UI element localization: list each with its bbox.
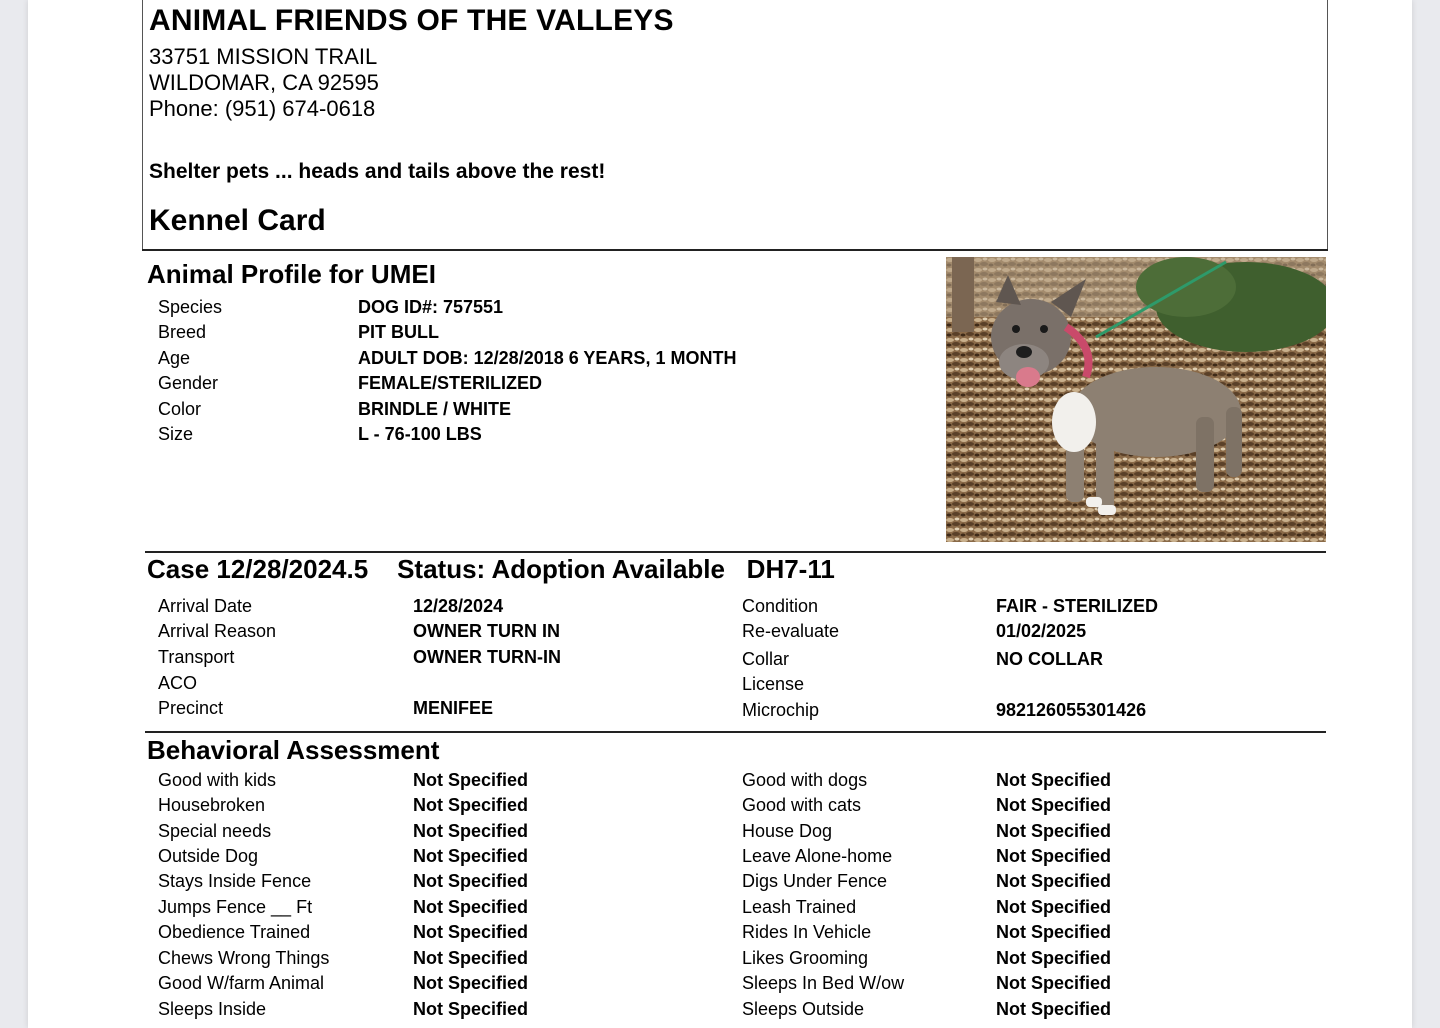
behavior-value: Not Specified <box>413 795 529 815</box>
behavior-value: Not Specified <box>413 999 529 1019</box>
behavior-label: Good W/farm Animal <box>158 973 325 993</box>
profile-value: BRINDLE / WHITE <box>358 399 511 419</box>
profile-label: Breed <box>158 322 207 342</box>
case-divider <box>145 731 1326 733</box>
behavior-value: Not Specified <box>413 821 529 841</box>
case-value: 982126055301426 <box>996 700 1147 720</box>
case-label: Collar <box>742 649 790 669</box>
slogan: Shelter pets ... heads and tails above the rest! <box>149 160 606 183</box>
behavior-label: Outside Dog <box>158 846 259 866</box>
behavior-value: Not Specified <box>413 871 529 891</box>
case-label: Precinct <box>158 698 224 718</box>
behavior-value: Not Specified <box>996 897 1112 917</box>
behavior-value: Not Specified <box>996 999 1112 1019</box>
case-value: MENIFEE <box>413 698 494 718</box>
profile-value: ADULT DOB: 12/28/2018 6 YEARS, 1 MONTH <box>358 348 737 368</box>
case-label: Arrival Reason <box>158 621 277 641</box>
profile-value: PIT BULL <box>358 322 439 342</box>
case-value: OWNER TURN IN <box>413 621 560 641</box>
kennel-card-page <box>28 0 1412 1028</box>
case-value: NO COLLAR <box>996 649 1103 669</box>
case-value: 12/28/2024 <box>413 596 504 616</box>
profile-value: DOG ID#: 757551 <box>358 297 504 317</box>
address-line-1: 33751 MISSION TRAIL <box>149 44 378 69</box>
behavior-label: Leave Alone-home <box>742 846 893 866</box>
address-line-2: WILDOMAR, CA 92595 <box>149 70 379 95</box>
behavior-value: Not Specified <box>996 973 1112 993</box>
dog-photo <box>946 257 1326 542</box>
behavior-value: Not Specified <box>413 948 529 968</box>
behavior-label: Leash Trained <box>742 897 857 917</box>
case-label: Microchip <box>742 700 820 720</box>
profile-label: Color <box>158 399 202 419</box>
behavior-value: Not Specified <box>996 871 1112 891</box>
behavior-label: Good with kids <box>158 770 277 790</box>
behavior-value: Not Specified <box>413 973 529 993</box>
behavior-value: Not Specified <box>413 922 529 942</box>
behavior-label: Good with dogs <box>742 770 868 790</box>
behavior-label: Digs Under Fence <box>742 871 888 891</box>
case-value: OWNER TURN-IN <box>413 647 561 667</box>
case-label: Arrival Date <box>158 596 253 616</box>
behavior-label: Obedience Trained <box>158 922 311 942</box>
profile-value: L - 76-100 LBS <box>358 424 482 444</box>
behavior-value: Not Specified <box>413 897 529 917</box>
behavior-value: Not Specified <box>996 795 1112 815</box>
org-name: ANIMAL FRIENDS OF THE VALLEYS <box>149 4 674 37</box>
behavior-value: Not Specified <box>413 770 529 790</box>
profile-label: Size <box>158 424 194 444</box>
case-value: 01/02/2025 <box>996 621 1087 641</box>
document-title: Kennel Card <box>149 204 326 237</box>
behavior-label: Good with cats <box>742 795 862 815</box>
case-value: FAIR - STERILIZED <box>996 596 1158 616</box>
phone-number: Phone: (951) 674-0618 <box>149 96 376 121</box>
behavior-value: Not Specified <box>996 922 1112 942</box>
behavior-value: Not Specified <box>996 770 1112 790</box>
behavior-label: Sleeps Outside <box>742 999 865 1019</box>
behavior-value: Not Specified <box>996 948 1112 968</box>
behavior-label: Sleeps Inside <box>158 999 267 1019</box>
case-label: License <box>742 674 805 694</box>
behavior-label: Housebroken <box>158 795 266 815</box>
profile-divider <box>145 551 1326 553</box>
profile-label: Species <box>158 297 223 317</box>
case-label: Re-evaluate <box>742 621 840 641</box>
case-label: Transport <box>158 647 235 667</box>
behavior-value: Not Specified <box>413 846 529 866</box>
case-status-title: Case 12/28/2024.5 Status: Adoption Available DH7-11 <box>147 554 835 584</box>
profile-value: FEMALE/STERILIZED <box>358 373 542 393</box>
behavior-label: Sleeps In Bed W/ow <box>742 973 905 993</box>
behavior-label: Chews Wrong Things <box>158 948 330 968</box>
behavior-value: Not Specified <box>996 846 1112 866</box>
behavior-label: Special needs <box>158 821 272 841</box>
profile-label: Age <box>158 348 191 368</box>
behavior-label: Jumps Fence __ Ft <box>158 897 313 917</box>
dog-photo-icon <box>946 257 1326 542</box>
case-label: ACO <box>158 673 198 693</box>
behavior-label: Rides In Vehicle <box>742 922 872 942</box>
behavior-label: Stays Inside Fence <box>158 871 312 891</box>
case-label: Condition <box>742 596 819 616</box>
behavior-title: Behavioral Assessment <box>147 735 440 765</box>
behavior-label: House Dog <box>742 821 833 841</box>
header-divider <box>142 249 1328 251</box>
profile-label: Gender <box>158 373 219 393</box>
behavior-value: Not Specified <box>996 821 1112 841</box>
profile-title: Animal Profile for UMEI <box>147 259 436 289</box>
behavior-label: Likes Grooming <box>742 948 869 968</box>
